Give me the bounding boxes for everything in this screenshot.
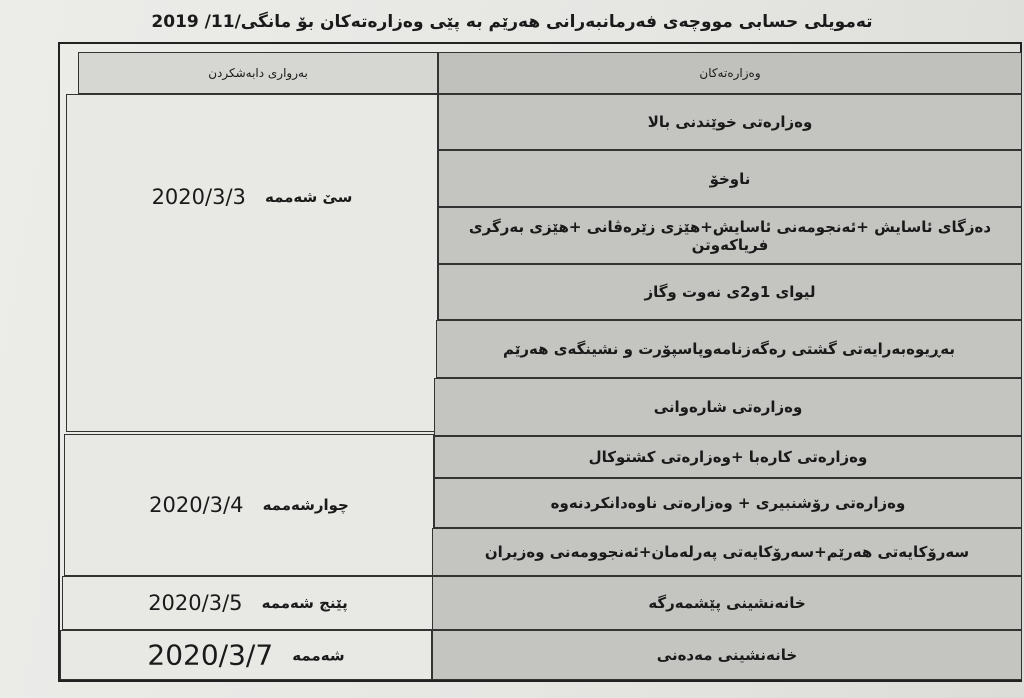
ministry-label: خانەنشینی پێشمەرگە bbox=[648, 594, 806, 612]
day-label-4: شەممە bbox=[292, 646, 345, 664]
ministry-label: وەزارەتی کارەبا +وەزارەتی کشتوکال bbox=[588, 448, 868, 466]
day-label-1: سێ شەممە bbox=[264, 188, 353, 206]
ministry-label: لیوای 1و2ی نەوت وگاز bbox=[644, 283, 816, 301]
date-value-3: 2020/3/5 bbox=[148, 591, 243, 615]
ministry-row bbox=[438, 150, 1022, 207]
ministry-row bbox=[434, 478, 1022, 528]
date-cell-3 bbox=[62, 576, 434, 630]
day-label-2: چوارشەممە bbox=[262, 496, 349, 514]
ministry-row bbox=[432, 630, 1022, 680]
date-value-4: 2020/3/7 bbox=[147, 638, 274, 672]
header-date-label: بەرواری دابەشکردن bbox=[208, 66, 308, 80]
ministry-row bbox=[438, 94, 1022, 150]
date-cell-4 bbox=[60, 630, 432, 680]
ministry-label: ناوخۆ bbox=[709, 169, 751, 188]
ministry-row bbox=[432, 528, 1022, 576]
header-ministries-cell bbox=[438, 52, 1022, 94]
ministry-label: وەزارەتی شارەوانی bbox=[653, 398, 803, 416]
ministry-label: دەزگای ئاسایش +ئەنجومەنی ئاسایش+هێزی زێرەڤانی +هێزی بەرگری فریاکەوتن bbox=[468, 217, 992, 254]
day-label-3: پێنج شەممە bbox=[261, 594, 348, 612]
ministry-row bbox=[434, 436, 1022, 478]
ministry-row bbox=[432, 576, 1022, 630]
ministry-label: بەڕیوەبەرایەتی گشتی رەگەزنامەوپاسپۆرت و نشینگەی هەرێم bbox=[502, 340, 955, 358]
ministry-label: وەزارەتی خوێندنی بالا bbox=[647, 113, 813, 131]
ministry-label: خانەنشینی مەدەنی bbox=[656, 646, 798, 664]
date-value-1: 2020/3/3 bbox=[151, 185, 246, 209]
ministry-row bbox=[434, 378, 1022, 436]
ministry-row bbox=[438, 207, 1022, 264]
header-ministries-label: وەزارەتەکان bbox=[699, 66, 761, 80]
document-title: تەمویلی حسابی مووچەی فەرمانبەرانی هەرێم بە پێی وەزارەتەکان بۆ مانگی/11/ 2019 bbox=[151, 12, 873, 32]
ministry-row bbox=[438, 264, 1022, 320]
ministry-label: وەزارەتی رۆشنبیری + وەزارەتی ناوەدانکردنەوە bbox=[550, 494, 906, 512]
date-cell-2 bbox=[64, 434, 434, 576]
header-date-cell bbox=[78, 52, 438, 94]
date-value-2: 2020/3/4 bbox=[149, 493, 244, 517]
ministry-row bbox=[436, 320, 1022, 378]
ministry-label: سەرۆکایەتی هەرێم+سەرۆکایەتی پەرلەمان+ئەنجوومەنی وەزیران bbox=[484, 543, 970, 561]
date-cell-1 bbox=[66, 94, 438, 432]
distribution-table bbox=[58, 42, 1022, 682]
